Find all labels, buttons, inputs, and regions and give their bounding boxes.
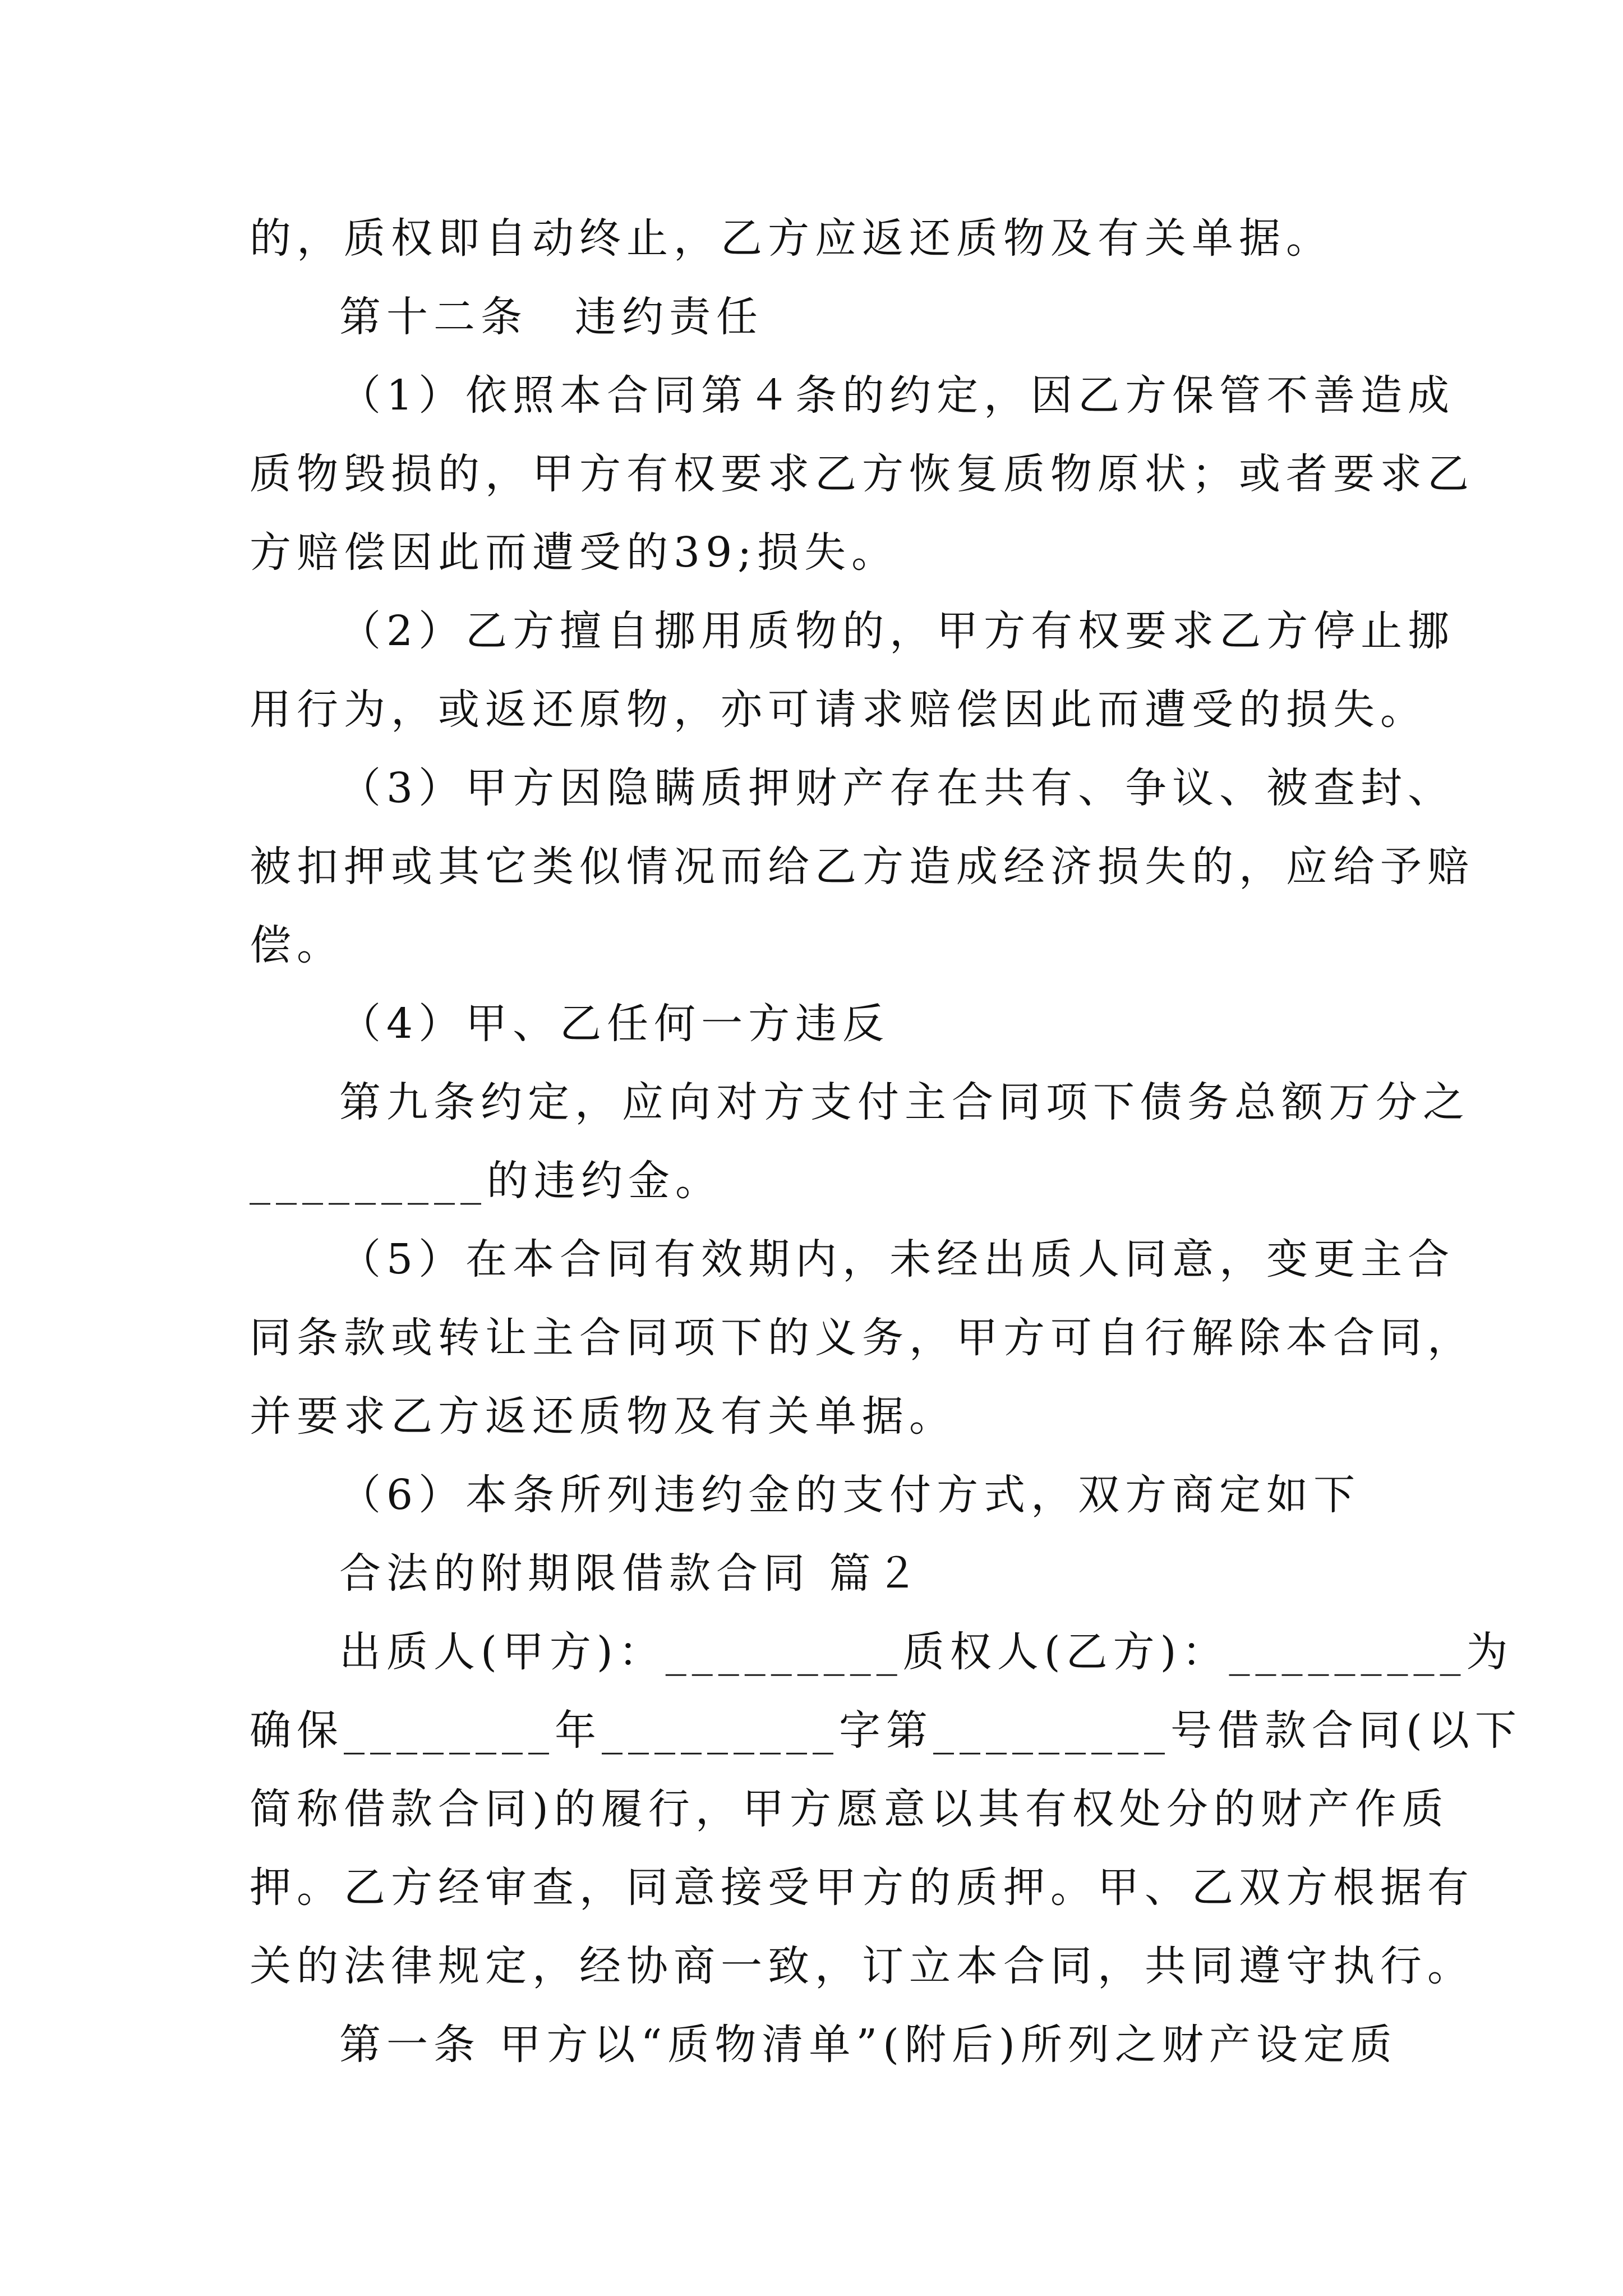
paragraph-line: 简称借款合同)的履行，甲方愿意以其有权处分的财产作质 [250,1785,1449,1833]
paragraph-line: 同条款或转让主合同项下的义务，甲方可自行解除本合同， [250,1314,1474,1362]
section-heading-contract-2: 合法的附期限借款合同 篇２ [339,1549,924,1598]
paragraph-line: （5）在本合同有效期内，未经出质人同意，变更主合 [339,1235,1455,1283]
paragraph-line: 押。乙方经审查，同意接受甲方的质押。甲、乙双方根据有 [250,1864,1474,1912]
paragraph-line: 方赔偿因此而遭受的39;损失。 [250,528,899,577]
paragraph-line: 第九条约定，应向对方支付主合同项下债务总额万分之 [339,1078,1470,1126]
paragraph-line: （6）本条所列违约金的支付方式，双方商定如下 [339,1471,1361,1519]
paragraph-line: （4）甲、乙任何一方违反 [339,1000,890,1048]
paragraph-line: 关的法律规定，经协商一致，订立本合同，共同遵守执行。 [250,1942,1474,1990]
paragraph-line: 的，质权即自动终止，乙方应返还质物及有关单据。 [250,214,1333,263]
paragraph-line: _________的违约金。 [250,1157,722,1205]
paragraph-line: 用行为，或返还原物，亦可请求赔偿因此而遭受的损失。 [250,685,1427,734]
paragraph-line: 并要求乙方返还质物及有关单据。 [250,1392,956,1441]
paragraph-line: 确保________年_________字第_________号借款合同(以下 [250,1706,1522,1755]
paragraph-line: （1）依照本合同第４条的约定，因乙方保管不善造成 [339,371,1455,420]
paragraph-line: （2）乙方擅自挪用质物的，甲方有权要求乙方停止挪 [339,607,1455,655]
paragraph-line: 偿。 [250,921,344,969]
paragraph-line: （3）甲方因隐瞒质押财产存在共有、争议、被查封、 [339,764,1455,812]
paragraph-line: 第一条 甲方以“质物清单”(附后)所列之财产设定质 [339,2021,1398,2069]
paragraph-line: 被扣押或其它类似情况而给乙方造成经济损失的，应给予赔 [250,843,1474,891]
paragraph-line: 出质人(甲方)：_________质权人(乙方)：_________为 [339,1628,1514,1676]
paragraph-line: 质物毁损的，甲方有权要求乙方恢复质物原状；或者要求乙 [250,450,1474,498]
section-heading-article-12: 第十二条 违约责任 [339,293,763,341]
